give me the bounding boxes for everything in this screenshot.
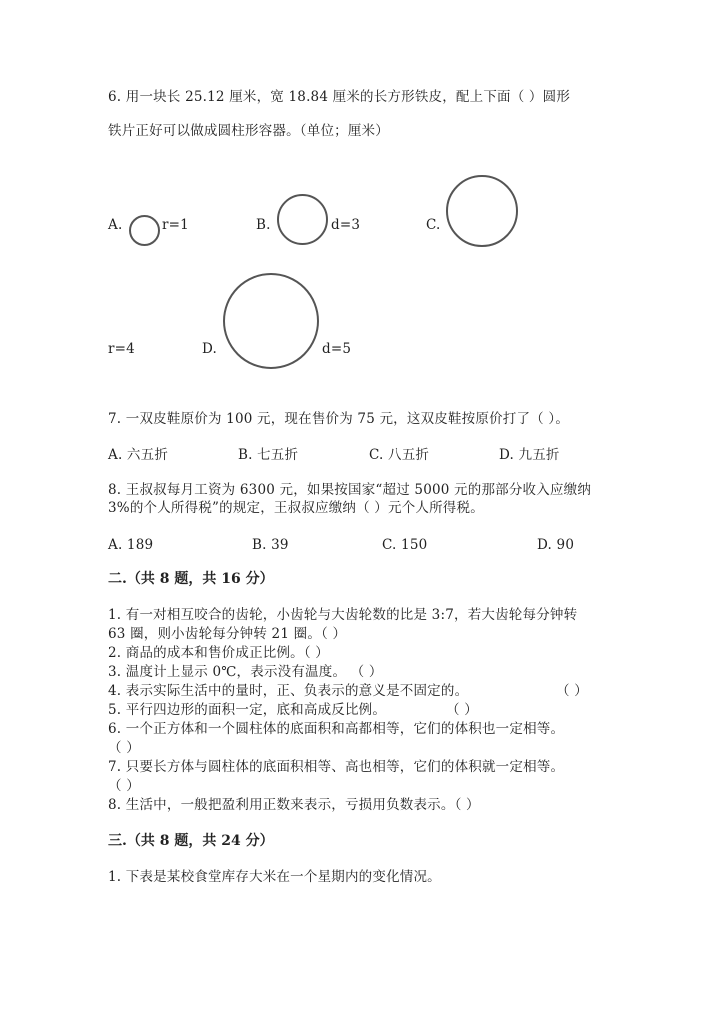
q8-option-b: B. 39 bbox=[252, 537, 289, 553]
q6-option-a-label: A. bbox=[108, 217, 123, 233]
q6-option-c-label: C. bbox=[426, 217, 441, 233]
q6-option-d-label: D. bbox=[202, 341, 218, 357]
q6-option-c-value: r=4 bbox=[108, 341, 135, 357]
s2-item4: 4. 表示实际生活中的量时，正、负表示的意义是不固定的。 bbox=[108, 683, 469, 699]
q8-option-a: A. 189 bbox=[108, 537, 154, 553]
s2-item3: 3. 温度计上显示 0℃，表示没有温度。 （ ） bbox=[108, 664, 383, 680]
q7-option-d: D. 九五折 bbox=[499, 447, 560, 463]
section3-heading: 三.（共 8 题，共 24 分） bbox=[108, 833, 274, 849]
q6-option-b-label: B. bbox=[256, 217, 271, 233]
s2-item6: 6. 一个正方体和一个圆柱体的底面积和高都相等，它们的体积也一定相等。 bbox=[108, 721, 565, 737]
q8-text-line2: 3%的个人所得税”的规定，王叔叔应缴纳（ ）元个人所得税。 bbox=[108, 500, 484, 516]
s2-item4-blank: （ ） bbox=[556, 683, 588, 699]
q6-option-a-value: r=1 bbox=[162, 217, 189, 233]
s2-item7-blank: （ ） bbox=[108, 778, 140, 794]
q8-option-d: D. 90 bbox=[537, 537, 575, 553]
section2-heading: 二.（共 8 题，共 16 分） bbox=[108, 571, 274, 587]
s2-item8: 8. 生活中，一般把盈利用正数来表示，亏损用负数表示。（ ） bbox=[108, 797, 480, 813]
q7-option-b: B. 七五折 bbox=[238, 447, 299, 463]
q6-option-d-value: d=5 bbox=[322, 341, 352, 357]
s2-item7: 7. 只要长方体与圆柱体的底面积相等、高也相等，它们的体积就一定相等。 bbox=[108, 759, 565, 775]
q7-option-c: C. 八五折 bbox=[369, 447, 430, 463]
q6-option-b-value: d=3 bbox=[331, 217, 361, 233]
circle-d-icon bbox=[223, 273, 319, 369]
q7-option-a: A. 六五折 bbox=[108, 447, 169, 463]
circle-a-icon bbox=[129, 215, 160, 246]
circle-c-icon bbox=[446, 175, 518, 247]
q6-text-line1: 6. 用一块长 25.12 厘米，宽 18.84 厘米的长方形铁皮，配上下面（ ）圆形 bbox=[108, 89, 571, 105]
s2-item1-line1: 1. 有一对相互咬合的齿轮，小齿轮与大齿轮数的比是 3:7，若大齿轮每分钟转 bbox=[108, 607, 578, 623]
s2-item5: 5. 平行四边形的面积一定，底和高成反比例。 bbox=[108, 702, 387, 718]
q8-text-line1: 8. 王叔叔每月工资为 6300 元，如果按国家“超过 5000 元的那部分收入应缴纳 bbox=[108, 482, 592, 498]
circle-b-icon bbox=[277, 194, 328, 245]
q8-option-c: C. 150 bbox=[382, 537, 428, 553]
q6-text-line2: 铁片正好可以做成圆柱形容器。（单位；厘米） bbox=[108, 123, 389, 139]
s2-item1-line2: 63 圈，则小齿轮每分钟转 21 圈。（ ） bbox=[108, 626, 347, 642]
s2-item6-blank: （ ） bbox=[108, 740, 140, 756]
s2-item2: 2. 商品的成本和售价成正比例。（ ） bbox=[108, 645, 330, 661]
s2-item5-blank: （ ） bbox=[446, 702, 478, 718]
q7-text: 7. 一双皮鞋原价为 100 元，现在售价为 75 元，这双皮鞋按原价打了（ ）。 bbox=[108, 411, 570, 427]
s3-item1: 1. 下表是某校食堂库存大米在一个星期内的变化情况。 bbox=[108, 869, 441, 885]
